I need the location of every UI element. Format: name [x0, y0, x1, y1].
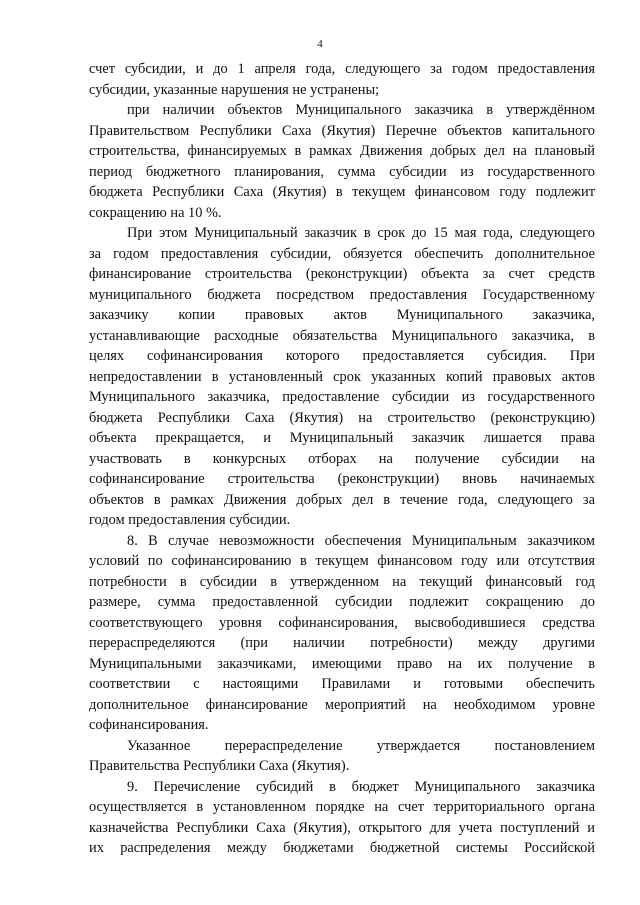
text-line: субсидии, указанные нарушения не устранены; — [89, 81, 380, 98]
text-line: объекта прекращается, и Муниципальный заказчик лишается права — [89, 430, 595, 446]
paragraph — [89, 736, 595, 777]
text-line: за годом предоставления субсидии, обязуется обеспечить дополнительное — [89, 245, 595, 262]
text-line: дополнительное финансирование мероприятий на необходимом уровне — [89, 696, 595, 713]
text-line: 9. Перечисление субсидий в бюджет Муниципального заказчика — [127, 778, 595, 795]
text-line: софинансирование строительства (реконструкции) вновь начинаемых — [89, 471, 595, 487]
text-line: Муниципальными заказчиками, имеющими право на их получение в — [89, 655, 595, 672]
text-line: строительства, финансируемых в рамках Движения добрых дел на плановый — [89, 143, 595, 159]
paragraph — [89, 531, 595, 736]
text-line: период бюджетного планирования, сумма субсидии из государственного — [89, 163, 595, 180]
text-line: целях софинансирования которого предоставляется субсидия. При — [89, 348, 595, 364]
text-line: заказчику копии правовых актов Муниципального заказчика, — [89, 307, 595, 323]
text-line: при наличии объектов Муниципального заказчика в утверждённом — [127, 102, 595, 118]
text-line: условий по софинансированию в текущем финансовом году или отсутствия — [89, 553, 595, 569]
page-number: 4 — [317, 38, 323, 50]
text-line: Муниципального заказчика, предоставление субсидии из государственного — [89, 389, 595, 405]
text-line: счет субсидии, и до 1 апреля года, следующего за годом предоставления — [89, 61, 595, 77]
text-line: соответствующего уровня софинансирования, высвободившиеся средства — [89, 614, 595, 631]
paragraph — [89, 223, 595, 531]
text-line: сокращению на 10 %. — [89, 204, 222, 221]
paragraph — [89, 777, 595, 859]
document-body — [89, 59, 595, 859]
text-line: бюджета Республики Саха (Якутия) в текущем финансовом году подлежит — [89, 184, 595, 200]
text-line: 8. В случае невозможности обеспечения Муниципальным заказчиком — [127, 532, 595, 549]
text-line: потребности в субсидии в утвержденном на текущий финансовый год — [89, 573, 595, 590]
text-line: участвовать в конкурсных отборах на получение субсидии на — [89, 450, 595, 467]
text-line: годом предоставления субсидии. — [89, 512, 291, 528]
text-line: осуществляется в установленном порядке на счет территориального органа — [89, 799, 595, 815]
text-line: казначейства Республики Саха (Якутия), открытого для учета поступлений и — [89, 819, 595, 836]
text-line: Правительства Республики Саха (Якутия). — [89, 758, 350, 774]
text-line: размере, сумма предоставленной субсидии подлежит сокращению до — [89, 594, 595, 610]
text-line: непредоставлении в установленный срок указанных копий правовых актов — [89, 368, 595, 385]
text-line: бюджета Республики Саха (Якутия) на строительство (реконструкцию) — [89, 409, 595, 426]
paragraph — [89, 59, 595, 100]
text-line: объектов в рамках Движения добрых дел в течение года, следующего за — [89, 491, 595, 508]
text-line: устанавливающие расходные обязательства Муниципального заказчика, в — [89, 327, 595, 344]
text-line: их распределения между бюджетами бюджетной системы Российской — [89, 840, 595, 856]
text-line: соответствии с настоящими Правилами и готовыми обеспечить — [89, 676, 595, 692]
text-line: софинансирования. — [89, 717, 209, 733]
paragraph — [89, 100, 595, 223]
text-line: перераспределяются (при наличии потребности) между другими — [89, 635, 595, 651]
text-line: муниципального бюджета посредством предоставления Государственному — [89, 286, 595, 303]
text-line: Правительством Республики Саха (Якутия) Перечне объектов капитального — [89, 122, 595, 139]
text-line: финансирование строительства (реконструкции) объекта за счет средств — [89, 266, 595, 282]
text-line: При этом Муниципальный заказчик в срок до 15 мая года, следующего — [127, 225, 595, 241]
text-line: Указанное перераспределение утверждается постановлением — [127, 737, 595, 754]
